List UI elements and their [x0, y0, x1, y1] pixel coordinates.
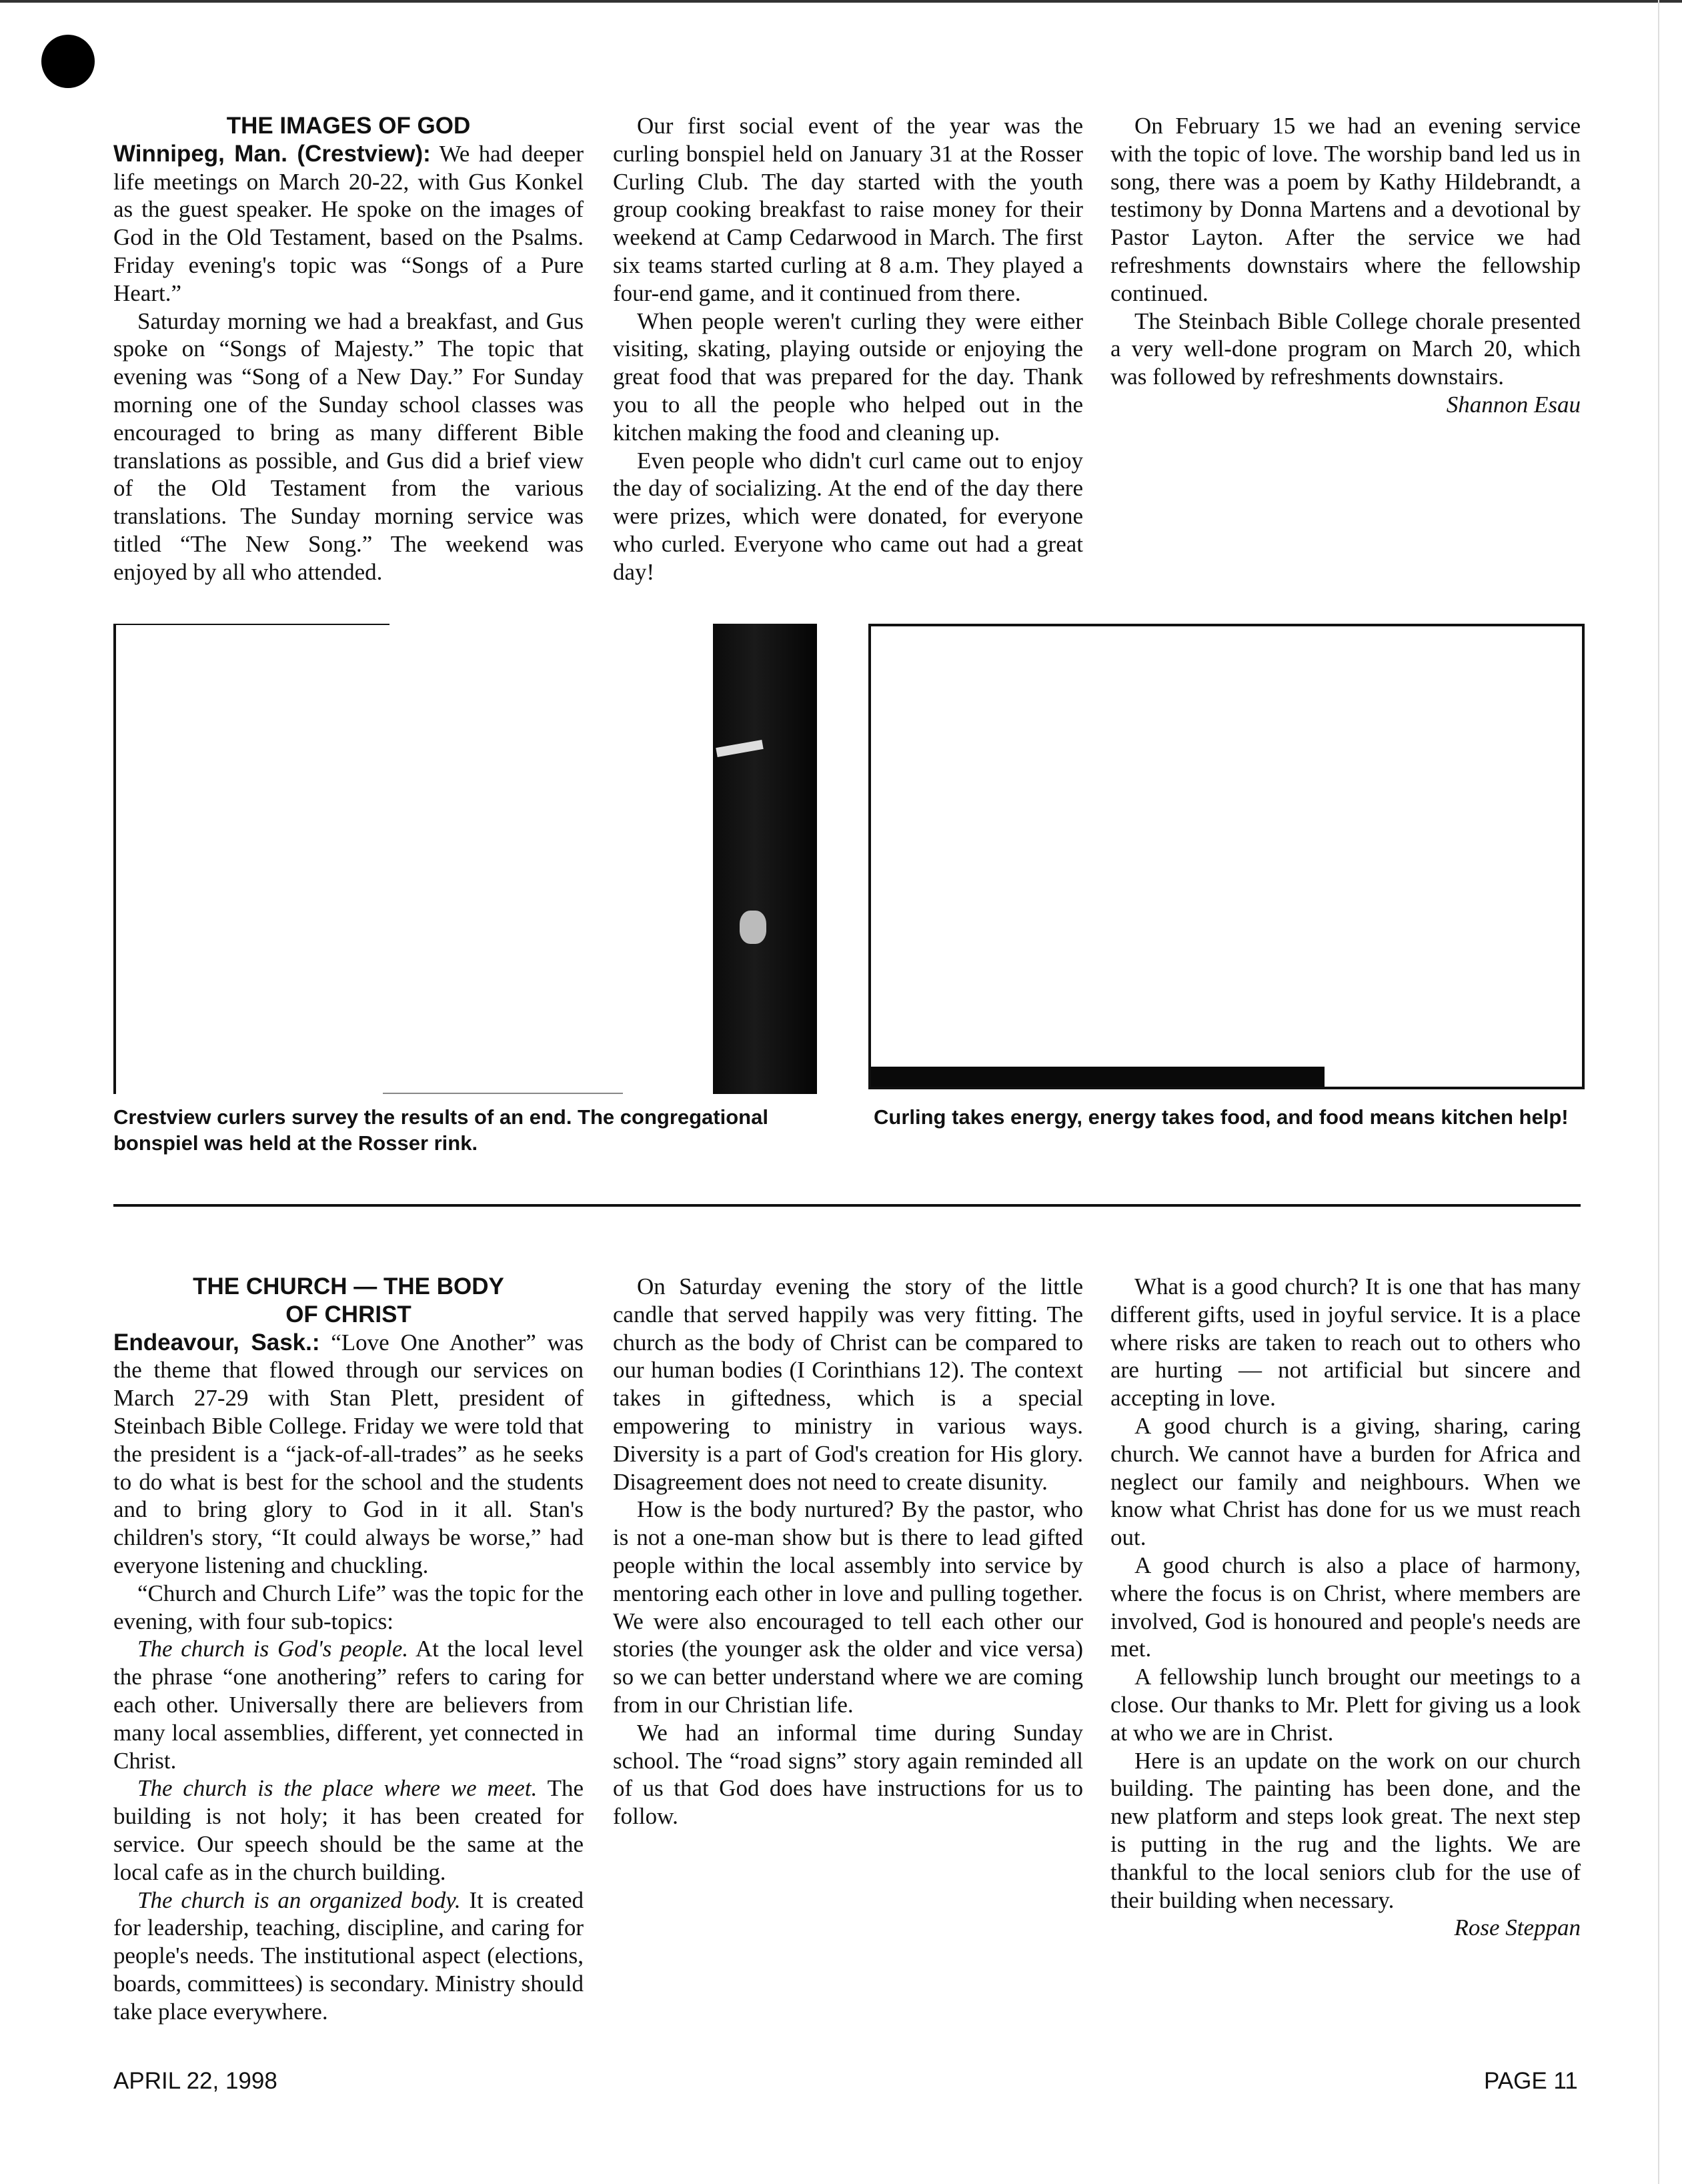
article2-paragraph-10: A good church is a giving, sharing, caring church. We cannot have a burden for Africa and neglect our family and neighbours. When we know what Christ has done for us we must reach out.: [1110, 1412, 1581, 1551]
article2-subtopic-2: The church is the place where we meet.: [137, 1775, 538, 1802]
article1-paragraph-1-text: We had deeper life meetings on March 20-22, with Gus Konkel as the guest speaker. He spoke on the images of God in the Old Testament, based on the Psalms. Friday evening's topic was “Songs of a Pure Heart.”: [113, 140, 584, 306]
photo1-bottom-edge: [383, 1093, 623, 1094]
article2-paragraph-4-text: The building is not holy; it has been created for service. Our speech should be the same at the local cafe as in the church building.: [113, 1775, 584, 1885]
article1-paragraph-5: Even people who didn't curl came out to enjoy the day of socializing. At the end of the day there were prizes, which were donated, for everyone who curled. Everyone who came out had a great day!: [613, 447, 1083, 585]
photo1-caption: Crestview curlers survey the results of an end. The congregational bonspiel was held at the Rosser rink.: [113, 1105, 768, 1155]
article2-headline-line1: THE CHURCH — THE BODY: [193, 1273, 504, 1299]
article2-paragraph-11: A good church is also a place of harmony, where the focus is on Christ, where members are involved, God is honoured and people's needs are met.: [1110, 1552, 1581, 1662]
page-right-edge: [1658, 0, 1659, 2184]
article1-dateline: Winnipeg, Man. (Crestview):: [113, 140, 431, 167]
article2-paragraph-5: [113, 1886, 584, 2025]
article1-paragraph-1: [113, 140, 584, 308]
article1-column-3: [1110, 112, 1581, 419]
article2-paragraph-3-text: At the local level the phrase “one anothering” refers to caring for each other. Universally there are believers from many local assemblies, different, yet connected in Christ.: [113, 1636, 584, 1774]
article1-column-2: [613, 112, 1083, 585]
article2-paragraph-7: How is the body nurtured? By the pastor, who is not a one-man show but is there to lead gifted people within the local assembly into service by mentoring each other in love and pulling together. We were also encouraged to tell each other our stories (the younger ask the older and vice versa) so we can better understand where we are coming from in our Christian life.: [613, 1496, 1083, 1718]
article1-paragraph-7: The Steinbach Bible College chorale presented a very well-done program on March 20, which was followed by refreshments downstairs.: [1110, 308, 1581, 390]
article1-paragraph-4: When people weren't curling they were either visiting, skating, playing outside or enjoying the great food that was prepared for the day. Thank you to all the people who helped out in the kitchen making the food and cleaning up.: [613, 308, 1083, 446]
article2-paragraph-12: A fellowship lunch brought our meetings to a close. Our thanks to Mr. Plett for giving us a look at who we are in Christ.: [1110, 1664, 1581, 1746]
photo1-highlight: [740, 911, 766, 944]
article2-subtopic-1: The church is God's people.: [137, 1636, 409, 1662]
article2-paragraph-1: [113, 1329, 584, 1580]
article2-dateline: Endeavour, Sask.:: [113, 1329, 320, 1355]
article2-paragraph-8: We had an informal time during Sunday school. The “road signs” story again reminded all of us that God does have instructions for us to follow.: [613, 1719, 1083, 1830]
photo1-top-edge: [116, 624, 389, 625]
article1-paragraph-3: Our first social event of the year was the curling bonspiel held on January 31 at the Rosser Curling Club. The day started with the youth group cooking breakfast to raise money for their weekend at Camp Cedarwood in March. The first six teams started curling at 8 a.m. They played a four-end game, and it continued from there.: [613, 113, 1083, 306]
article2-column-1: [113, 1273, 584, 2025]
article2-paragraph-4: [113, 1774, 584, 1886]
page-top-border: [0, 0, 1682, 3]
article2-paragraph-3: [113, 1635, 584, 1774]
article2-paragraph-2: “Church and Church Life” was the topic for the evening, with four sub-topics:: [113, 1580, 584, 1634]
article2-paragraph-6: On Saturday evening the story of the little candle that served happily was very fitting. The church as the body of Christ can be compared to our human bodies (I Corinthians 12). The context takes in giftedness, which is a special empowering to ministry in various ways. Diversity is a part of God's creation for His glory. Disagreement does not need to create disunity.: [613, 1273, 1083, 1495]
kitchen-photo: [868, 624, 1585, 1089]
article1-byline: Shannon Esau: [1446, 391, 1581, 418]
article1-paragraph-2: Saturday morning we had a breakfast, and Gus spoke on “Songs of Majesty.” The topic that evening was “Song of a New Day.” For Sunday morning one of the Sunday school classes was encouraged to bring as many different Bible translations as possible, and Gus did a brief view of the Old Testament from the various translations. The Sunday morning service was titled “The New Song.” The weekend was enjoyed by all who attended.: [113, 308, 584, 585]
article2-byline: Rose Steppan: [1454, 1915, 1581, 1941]
article2-paragraph-9: What is a good church? It is one that has many different gifts, used in joyful service. It is a place where risks are taken to reach out to others who are hurting — not artificial but sincere and accepting in love.: [1110, 1273, 1581, 1412]
photo1-dark-region: [713, 624, 817, 1094]
footer-date: APRIL 22, 1998: [113, 2068, 277, 2094]
article2-subtopic-3: The church is an organized body.: [137, 1886, 461, 1913]
article2-paragraph-1-text: “Love One Another” was the theme that flowed through our services on March 27-29 with Stan Plett, president of Steinbach Bible College. Friday we were told that the president is a “jack-of-all-trades” as he seeks to do what is best for the school and the students and to bring glory to God in it all. Stan's children's story, “It could always be worse,” had everyone listening and chuckling.: [113, 1329, 584, 1578]
photo2-caption: Curling takes energy, energy takes food, and food means kitchen help!: [874, 1105, 1569, 1129]
binder-hole-icon: [41, 35, 95, 88]
article2-paragraph-13: Here is an update on the work on our church building. The painting has been done, and the new platform and steps look great. The next step is putting in the rug and the lights. We are thankful to the local seniors club for the use of their building when necessary.: [1110, 1747, 1581, 1913]
article2-paragraph-5-text: It is created for leadership, teaching, discipline, and caring for people's needs. The institutional aspect (elections, boards, committees) is secondary. Ministry should take place everywhere.: [113, 1886, 584, 2025]
footer-page-number: PAGE 11: [1484, 2068, 1578, 2094]
article2-headline-line2: OF CHRIST: [285, 1301, 411, 1327]
photo2-dark-bar: [871, 1067, 1325, 1087]
article2-column-3: [1110, 1273, 1581, 1942]
curlers-photo: [113, 624, 820, 1094]
article1-paragraph-6: On February 15 we had an evening service with the topic of love. The worship band led us in song, there was a poem by Kathy Hildebrandt, a testimony by Donna Martens and a devotional by Pastor Layton. After the service we had refreshments downstairs where the fellowship continued.: [1110, 113, 1581, 306]
article1-headline: THE IMAGES OF GOD: [226, 113, 471, 139]
article1-column-1: [113, 112, 584, 586]
article2-column-2: [613, 1273, 1083, 1830]
section-divider: [113, 1204, 1581, 1207]
